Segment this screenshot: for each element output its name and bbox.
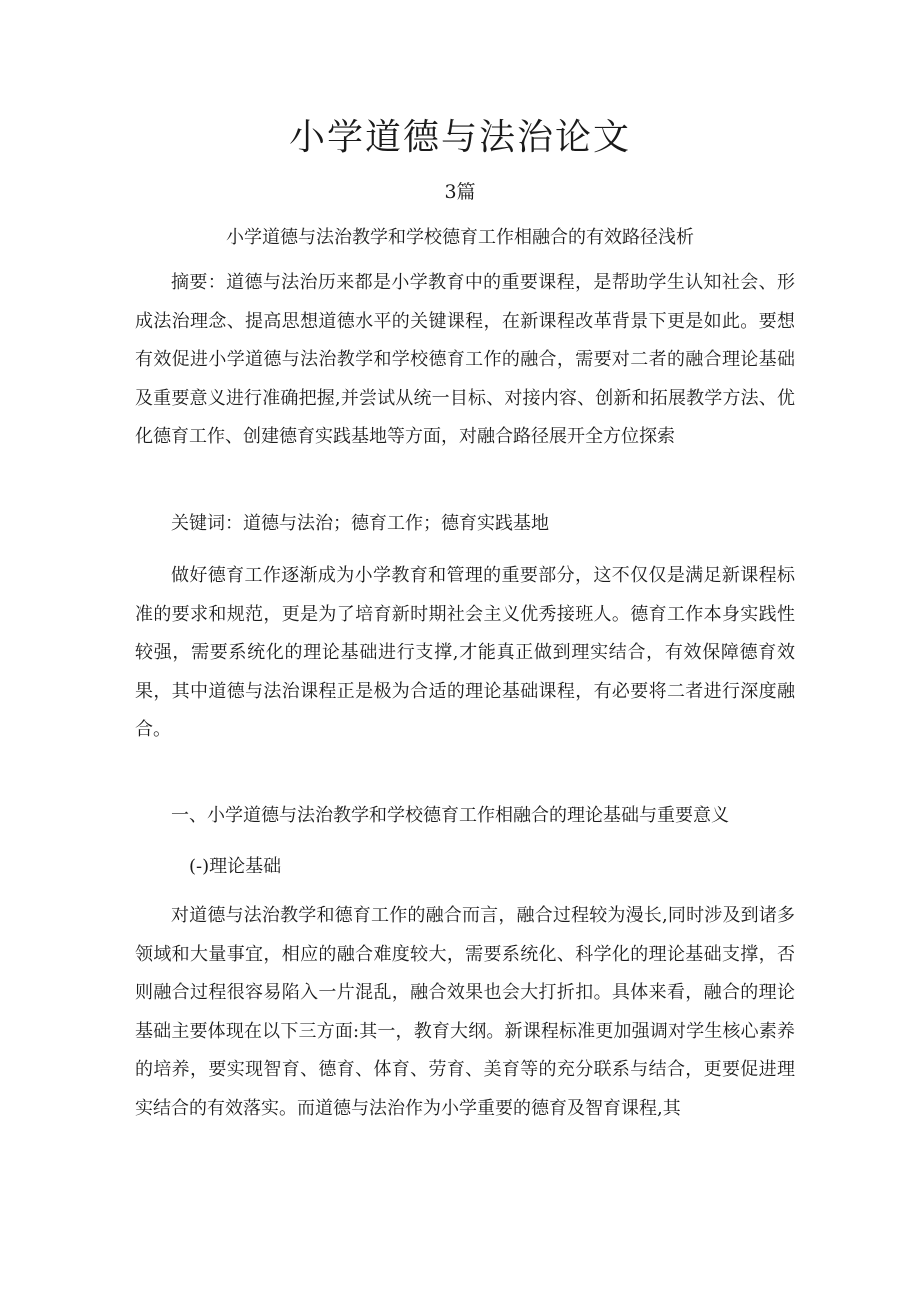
article-subtitle: 小学道德与法治教学和学校德育工作相融合的有效路径浅析	[226, 227, 694, 248]
intro-paragraph: 做好德育工作逐渐成为小学教育和管理的重要部分，这不仅仅是满足新课程标准的要求和规范，更是为了培育新时期社会主义优秀接班人。德育工作本身实践性较强，需要系统化的理论基础进行支撑,才能真正做到理实结合，有效保障德育效果，其中道德与法治课程正是极为合适的理论基础课程，有必要将二者进行深度融合。	[135, 565, 795, 740]
abstract-paragraph: 摘要：道德与法治历来都是小学教育中的重要课程，是帮助学生认知社会、形成法治理念、提高思想道德水平的关键课程，在新课程改革背景下更是如此。要想有效促进小学道德与法治教学和学校德育工作的融合，需要对二者的融合理论基础及重要意义进行准确把握,并尝试从统一目标、对接内容、创新和拓展教学方法、优化德育工作、创建德育实践基地等方面，对融合路径展开全方位探索	[135, 272, 795, 447]
keywords-line: 关键词：道德与法治；德育工作；德育实践基地	[171, 513, 549, 534]
body-paragraph: 对道德与法治教学和德育工作的融合而言，融合过程较为漫长,同时涉及到诸多领域和大量事宜，相应的融合难度较大，需要系统化、科学化的理论基础支撑，否则融合过程很容易陷入一片混乱，融合效果也会大打折扣。具体来看，融合的理论基础主要体现在以下三方面:其一，教育大纲。新课程标准更加强调对学生核心素养的培养，要实现智育、德育、体育、劳育、美育等的充分联系与结合，更要促进理实结合的有效落实。而道德与法治作为小学重要的德育及智育课程,其	[135, 905, 795, 1119]
subsection-heading: (-)理论基础	[189, 856, 282, 877]
document-title: 小学道德与法治论文	[288, 117, 631, 158]
document-count: 3篇	[444, 181, 476, 203]
section-heading: 一、小学道德与法治教学和学校德育工作相融合的理论基础与重要意义	[171, 805, 729, 826]
